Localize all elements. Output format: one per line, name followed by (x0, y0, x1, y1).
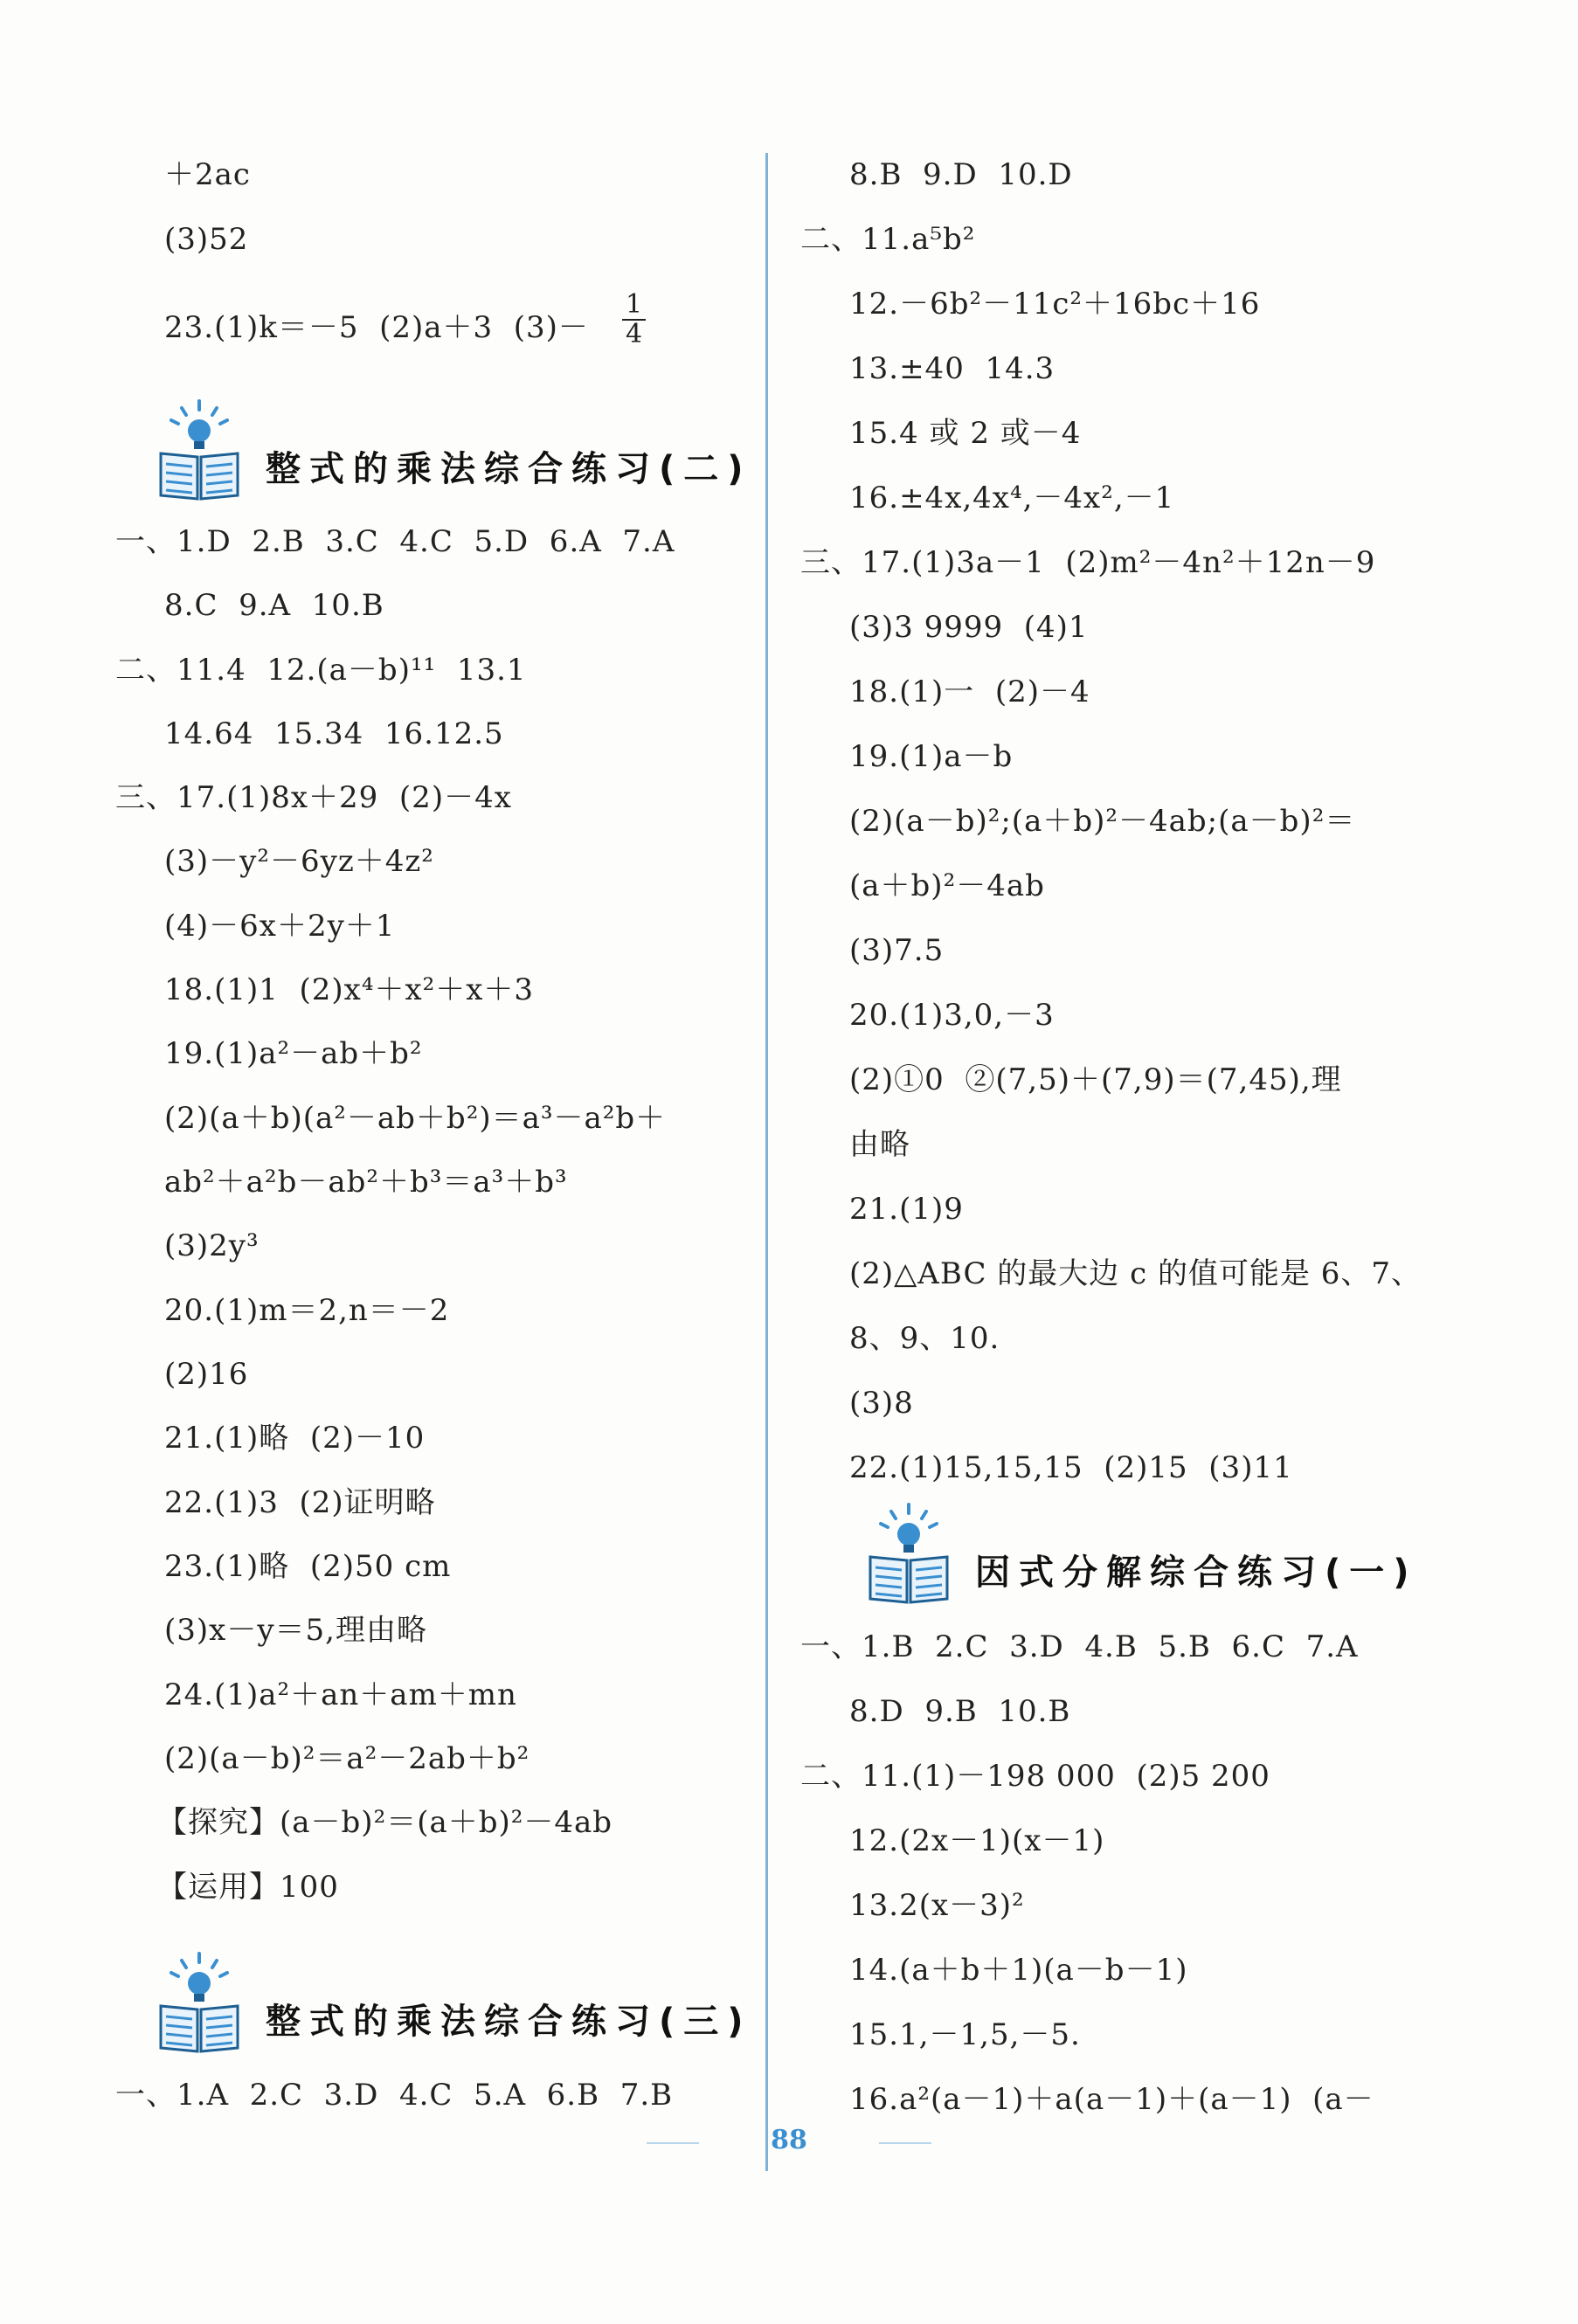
left-answer-line: 二、11.4 12.(a－b)¹¹ 13.1 (115, 653, 527, 688)
left-answer-line: 14.64 15.34 16.12.5 (164, 716, 504, 751)
left-answer-line: ＋2ac (164, 157, 251, 192)
right-answer-line: 13.2(x－3)² (849, 1888, 1025, 1923)
left-answer-line: (3)52 (164, 222, 249, 257)
right-answer-line: 21.(1)9 (849, 1192, 964, 1227)
right-answer-line: 19.(1)a－b (849, 739, 1014, 774)
right-answer-line: 由略 (849, 1127, 910, 1162)
left-answer-line: 三、17.(1)8x＋29 (2)－4x (115, 780, 512, 815)
left-answer-line: (3)2y³ (164, 1228, 260, 1263)
section-title: 整式的乘法综合练习(二) (266, 449, 752, 489)
page-number: 88 (771, 2125, 807, 2155)
column-divider (765, 153, 768, 2171)
right-answer-line: 一、1.B 2.C 3.D 4.B 5.B 6.C 7.A (800, 1629, 1359, 1664)
fraction-denominator: 4 (626, 319, 643, 349)
left-answer-line: 8.C 9.A 10.B (164, 588, 384, 623)
left-answer-line: (3)x－y＝5,理由略 (164, 1613, 427, 1648)
right-answer-line: 18.(1)一 (2)－4 (849, 674, 1090, 709)
page-number-rule-right (879, 2142, 931, 2144)
lightbulb-book-icon (867, 1501, 951, 1604)
left-answer-line: 19.(1)a²－ab＋b² (164, 1036, 423, 1071)
right-answer-line: 20.(1)3,0,－3 (849, 998, 1055, 1033)
right-answer-line: 二、11.(1)－198 000 (2)5 200 (800, 1759, 1270, 1794)
right-answer-line: 12.(2x－1)(x－1) (849, 1823, 1105, 1858)
left-answer-line: 23.(1)略 (2)50 cm (164, 1549, 452, 1584)
left-answer-line: ab²＋a²b－ab²＋b³＝a³＋b³ (164, 1165, 568, 1200)
right-answer-line: (3)3 9999 (4)1 (849, 610, 1089, 645)
right-answer-line: (a＋b)²－4ab (849, 868, 1045, 903)
lightbulb-book-icon (157, 1950, 241, 2053)
right-answer-line: 15.4 或 2 或－4 (849, 416, 1082, 451)
left-answer-line: 一、1.D 2.B 3.C 4.C 5.D 6.A 7.A (115, 524, 675, 559)
right-answer-line: 8.B 9.D 10.D (849, 157, 1073, 192)
lightbulb-book-icon (157, 398, 241, 501)
left-answer-line: 24.(1)a²＋an＋am＋mn (164, 1677, 517, 1712)
left-answer-line: (2)(a－b)²＝a²－2ab＋b² (164, 1741, 530, 1776)
left-answer-line: 【探究】(a－b)²＝(a＋b)²－4ab (157, 1805, 613, 1840)
right-answer-line: 三、17.(1)3a－1 (2)m²－4n²＋12n－9 (800, 545, 1376, 580)
right-answer-line: 14.(a＋b＋1)(a－b－1) (849, 1953, 1188, 1988)
left-answer-line: 23.(1)k＝－5 (2)a＋3 (3)－ (164, 310, 589, 345)
left-answer-line: 20.(1)m＝2,n＝－2 (164, 1293, 450, 1328)
right-answer-line: 二、11.a⁵b² (800, 222, 976, 257)
fraction-one-quarter (622, 291, 646, 349)
left-answer-line: 18.(1)1 (2)x⁴＋x²＋x＋3 (164, 972, 535, 1007)
left-answer-line: 22.(1)3 (2)证明略 (164, 1485, 436, 1520)
left-answer-line: 一、1.A 2.C 3.D 4.C 5.A 6.B 7.B (115, 2078, 674, 2113)
right-answer-line: (3)8 (849, 1386, 914, 1421)
left-answer-line: 【运用】100 (157, 1870, 339, 1905)
section-title: 整式的乘法综合练习(三) (266, 2002, 752, 2042)
left-answer-line: (3)－y²－6yz＋4z² (164, 844, 434, 879)
left-answer-line: (4)－6x＋2y＋1 (164, 909, 396, 944)
right-answer-line: 16.±4x,4x⁴,－4x²,－1 (849, 481, 1175, 515)
right-answer-line: (3)7.5 (849, 933, 945, 968)
left-answer-line: 21.(1)略 (2)－10 (164, 1421, 426, 1456)
right-answer-line: (2)①0 ②(7,5)＋(7,9)＝(7,45),理 (849, 1062, 1342, 1097)
right-answer-line: 8、9、10. (849, 1321, 1000, 1356)
fraction-numerator: 1 (622, 291, 646, 321)
right-answer-line: 8.D 9.B 10.B (849, 1694, 1071, 1729)
right-answer-line: (2)△ABC 的最大边 c 的值可能是 6、7、 (849, 1256, 1422, 1291)
right-answer-line: 13.±40 14.3 (849, 351, 1055, 386)
right-answer-line: 15.1,－1,5,－5. (849, 2017, 1081, 2052)
section-title: 因式分解综合练习(一) (975, 1553, 1418, 1593)
right-answer-line: 12.－6b²－11c²＋16bc＋16 (849, 287, 1261, 322)
left-answer-line: (2)16 (164, 1357, 249, 1392)
right-answer-line: 22.(1)15,15,15 (2)15 (3)11 (849, 1450, 1293, 1485)
left-answer-line: (2)(a＋b)(a²－ab＋b²)＝a³－a²b＋ (164, 1101, 667, 1136)
right-answer-line: (2)(a－b)²;(a＋b)²－4ab;(a－b)²＝ (849, 804, 1356, 839)
right-answer-line: 16.a²(a－1)＋a(a－1)＋(a－1) (a－ (849, 2082, 1374, 2117)
